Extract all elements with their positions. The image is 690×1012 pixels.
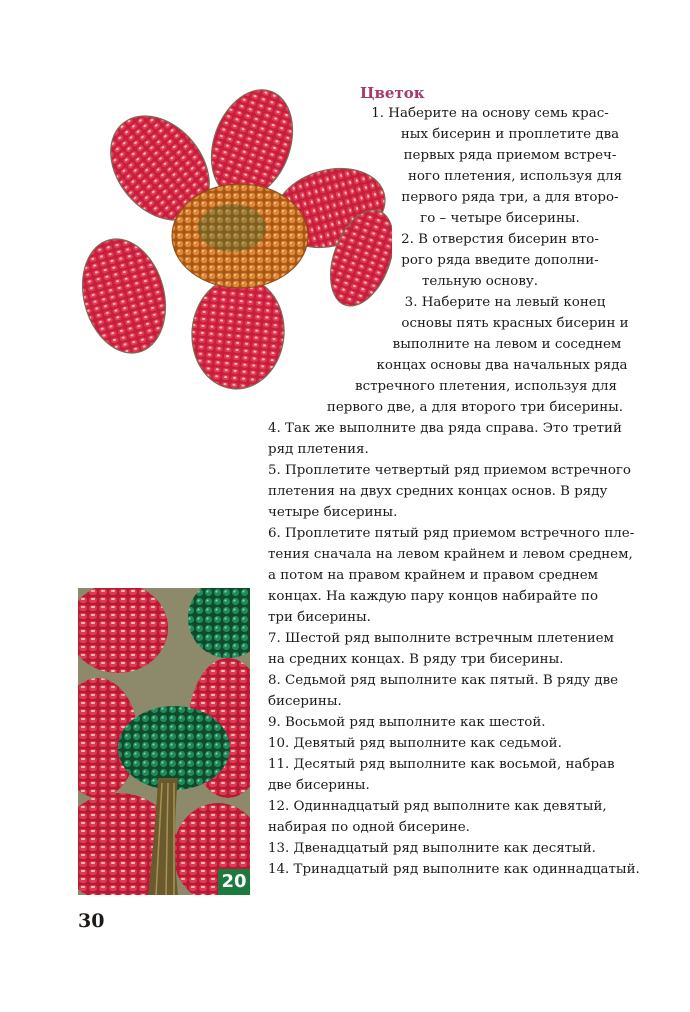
text-line: рого ряда введите дополни- xyxy=(401,253,599,268)
page-number: 30 xyxy=(78,910,105,932)
text-line: концах. На каждую пару концов набирайте по xyxy=(268,589,599,604)
text-line: 6. Проплетите пятый ряд приемом встречного пле- xyxy=(268,526,635,541)
text-line: первого две, а для второго три бисерины. xyxy=(326,400,624,415)
text-line: 10. Девятый ряд выполните как седьмой. xyxy=(268,736,562,751)
text-line: первого ряда три, а для второ- xyxy=(401,190,619,205)
text-line: 13. Двенадцатый ряд выполните как десятый. xyxy=(268,841,596,856)
text-line: 7. Шестой ряд выполните встречным плетением xyxy=(268,631,614,646)
text-line: четыре бисерины. xyxy=(268,505,398,520)
text-line: 4. Так же выполните два ряда справа. Это третий xyxy=(268,421,622,436)
text-line: 3. Наберите на левый конец xyxy=(404,295,606,310)
text-line: го – четыре бисерины. xyxy=(420,211,580,226)
text-line: бисерины. xyxy=(268,694,342,709)
text-line: плетения на двух средних концах основ. В ряду xyxy=(268,484,608,499)
text-line: выполните на левом и соседнем xyxy=(392,337,622,352)
section-heading: Цветок xyxy=(360,84,425,102)
text-line: три бисерины. xyxy=(268,610,371,625)
text-line: 14. Тринадцатый ряд выполните как одиннадцатый. xyxy=(268,862,640,877)
text-line: 2. В отверстия бисерин вто- xyxy=(401,232,599,247)
text-line: 12. Одиннадцатый ряд выполните как девятый, xyxy=(268,799,607,814)
text-line: ных бисерин и проплетите два xyxy=(400,127,620,142)
text-line: 9. Восьмой ряд выполните как шестой. xyxy=(268,715,546,730)
text-line: 8. Седьмой ряд выполните как пятый. В ряду две xyxy=(268,673,619,688)
text-line: ного плетения, используя для xyxy=(407,169,623,184)
text-line: первых ряда приемом встреч- xyxy=(403,148,617,163)
text-line: 5. Проплетите четвертый ряд приемом встречного xyxy=(268,463,631,478)
figure-number-badge: 20 xyxy=(218,869,250,895)
text-line: ряд плетения. xyxy=(268,442,369,457)
text-line: 1. Наберите на основу семь крас- xyxy=(371,106,609,121)
text-line: 11. Десятый ряд выполните как восьмой, набрав xyxy=(268,757,615,772)
text-line: основы пять красных бисерин и xyxy=(401,316,629,331)
text-line: встречного плетения, используя для xyxy=(355,379,617,394)
text-line: тельную основу. xyxy=(421,274,539,289)
closeup-photo-image xyxy=(78,588,250,895)
closeup-photo xyxy=(78,588,250,895)
text-line: две бисерины. xyxy=(268,778,370,793)
text-line: а потом на правом крайнем и правом среднем xyxy=(268,568,599,583)
text-line: набирая по одной бисерине. xyxy=(268,820,470,835)
text-line: концах основы два начальных ряда xyxy=(376,358,628,373)
text-line: тения сначала на левом крайнем и левом среднем, xyxy=(268,547,633,562)
text-line: на средних концах. В ряду три бисерины. xyxy=(268,652,564,667)
